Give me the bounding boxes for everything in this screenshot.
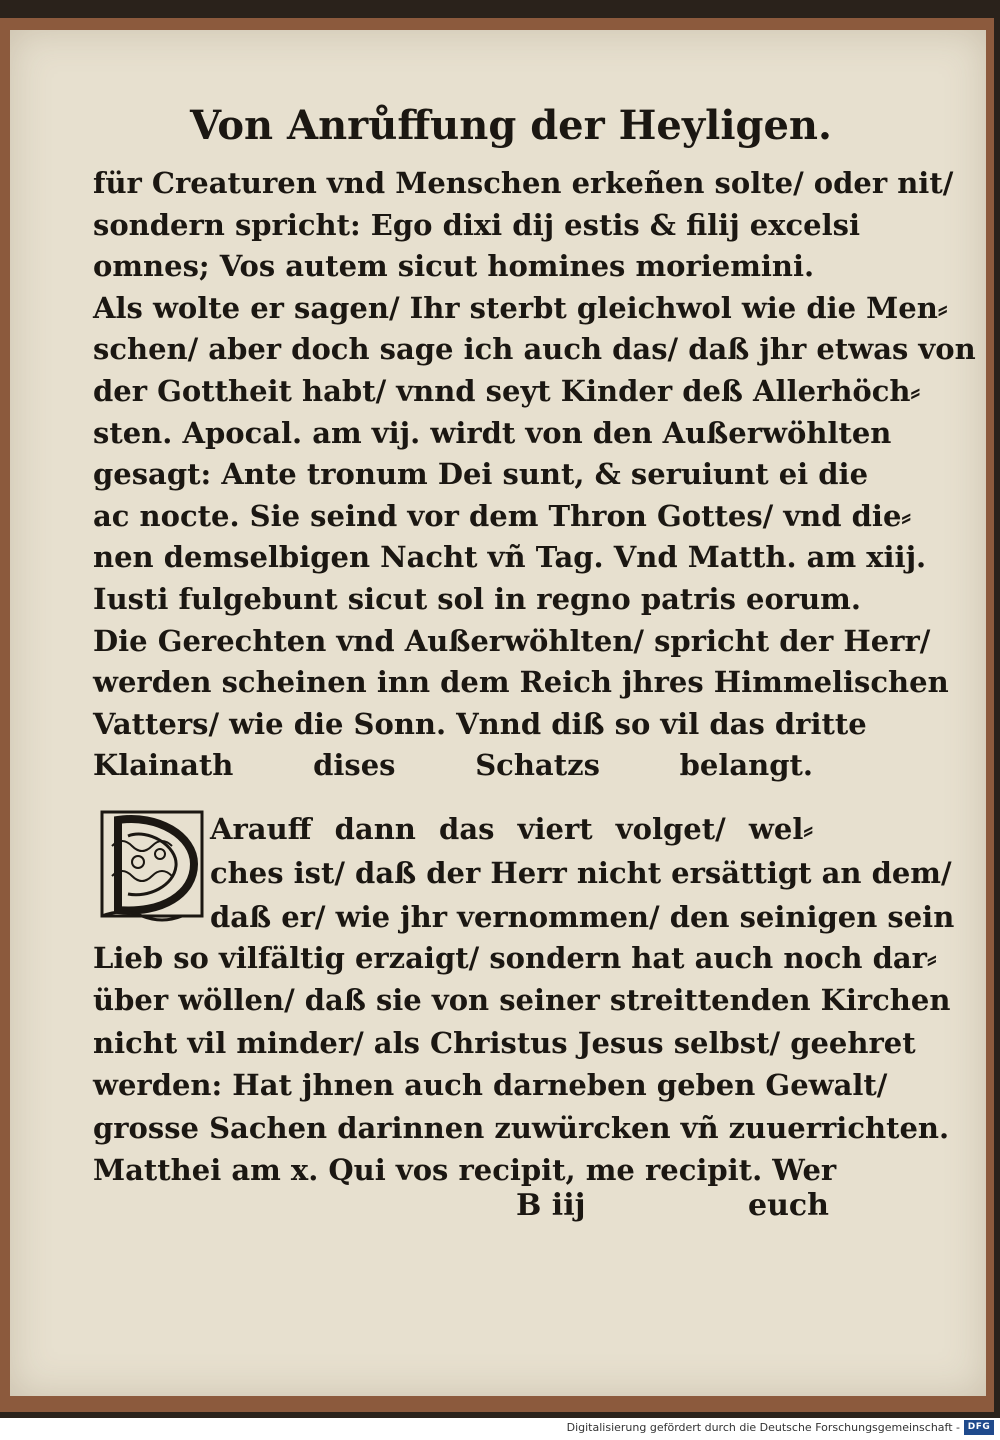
text-line: Klainath dises Schatzs belangt. (93, 748, 813, 783)
text-line: über wöllen/ daß sie von seiner streittenden Kirchen (93, 983, 951, 1018)
text-line: ches ist/ daß der Herr nicht ersättigt an dem/ (210, 856, 952, 890)
text-line: ac nocte. Sie seind vor dem Thron Gottes/ vnd die⸗ (93, 498, 912, 533)
text-line: schen/ aber doch sage ich auch das/ daß jhr etwas von (93, 332, 976, 367)
text-line: der Gottheit habt/ vnnd seyt Kinder deß Allerhöch⸗ (93, 374, 921, 408)
decorated-initial-d (98, 806, 206, 922)
text-line: Die Gerechten vnd Außerwöhlten/ spricht der Herr/ (93, 623, 931, 658)
text-line: grosse Sachen darinnen zuwürcken vñ zuuerrichten. (93, 1110, 950, 1145)
paragraph-2-line-1: Arauff dann das viert volget/ wel⸗ (210, 812, 813, 846)
text-line: daß er/ wie jhr vernommen/ den seinigen sein (210, 900, 955, 934)
text-line: nicht vil minder/ als Christus Jesus selbst/ geehret (93, 1025, 916, 1060)
text-line: werden scheinen inn dem Reich jhres Himmelischen (93, 665, 949, 700)
text-line: gesagt: Ante tronum Dei sunt, & seruiunt ei die (93, 457, 869, 492)
running-head: Von Anrůffung der Heyligen. (190, 102, 832, 149)
text-line: Matthei am x. Qui vos recipit, me recipit. Wer (93, 1153, 837, 1187)
text-line: Iusti fulgebunt sicut sol in regno patris eorum. (93, 582, 861, 616)
text-line: omnes; Vos autem sicut homines moriemini. (93, 249, 815, 284)
catchword: euch (748, 1188, 829, 1223)
footer-credit: Digitalisierung gefördert durch die Deutsche Forschungsgemeinschaft - (566, 1421, 960, 1434)
text-line: nen demselbigen Nacht vñ Tag. Vnd Matth. am xiij. (93, 540, 927, 575)
signature-mark: B iij (516, 1188, 586, 1223)
text-line: werden: Hat jhnen auch darneben geben Gewalt/ (93, 1068, 888, 1103)
text-line: sondern spricht: Ego dixi dij estis & filij excelsi (93, 207, 860, 242)
text-line: Lieb so vilfältig erzaigt/ sondern hat auch noch dar⸗ (93, 941, 937, 975)
dfg-logo: DFG (964, 1420, 994, 1435)
footer-bar (0, 1418, 1000, 1440)
text-line: sten. Apocal. am vij. wirdt von den Außerwöhlten (93, 415, 892, 450)
text-line: für Creaturen vnd Menschen erkeñen solte/ oder nit/ (93, 166, 954, 200)
text-line: Als wolte er sagen/ Ihr sterbt gleichwol wie die Men⸗ (93, 290, 948, 325)
text-line: Vatters/ wie die Sonn. Vnnd diß so vil das dritte (93, 706, 867, 741)
